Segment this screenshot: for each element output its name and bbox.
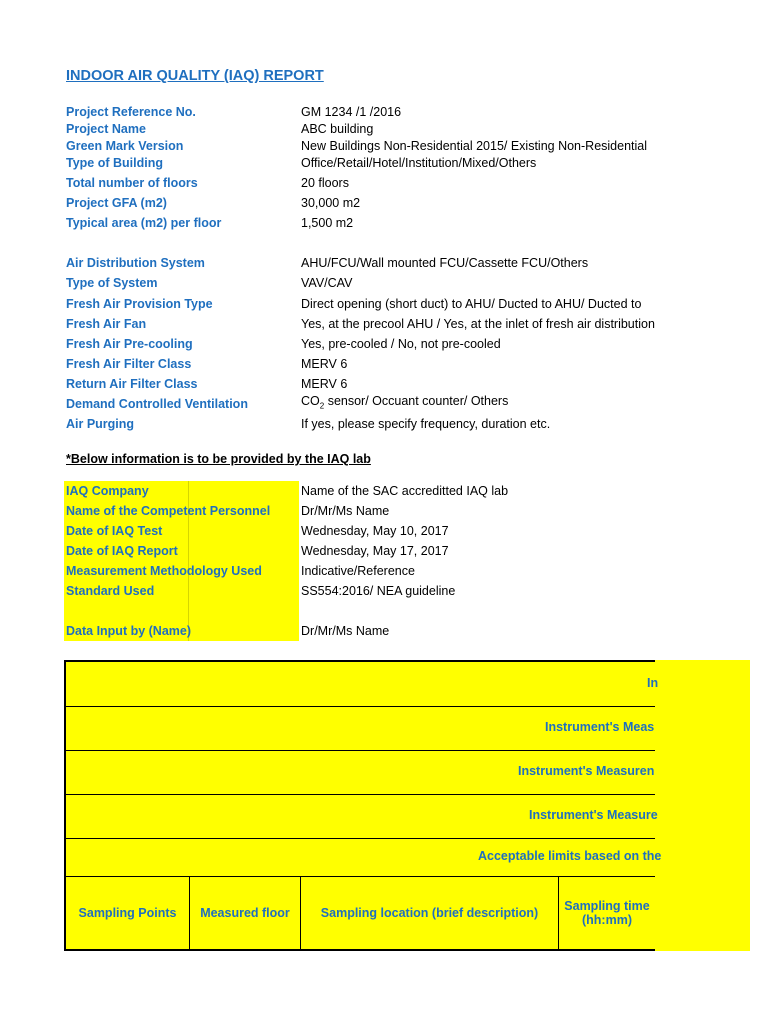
- building-type-label: Type of Building: [66, 156, 163, 170]
- methodology-value: Indicative/Reference: [301, 564, 415, 578]
- fresh-air-precooling-label: Fresh Air Pre-cooling: [66, 337, 193, 351]
- standard-label: Standard Used: [66, 584, 155, 598]
- return-air-filter-value: MERV 6: [301, 377, 348, 391]
- report-date-label: Date of IAQ Report: [66, 544, 178, 558]
- system-type-label: Type of System: [66, 276, 158, 290]
- fresh-air-provision-value: Direct opening (short duct) to AHU/ Ducted to AHU/ Ducted to: [301, 297, 642, 311]
- table-overflow-fill: [655, 660, 750, 951]
- lab-row-blank: [64, 601, 299, 621]
- data-input-value: Dr/Mr/Ms Name: [301, 624, 390, 638]
- table-row-instrument-measurement-1: [66, 706, 655, 751]
- table-row-acceptable-limits: [66, 838, 662, 877]
- project-name-label: Project Name: [66, 122, 146, 136]
- lab-row-methodology: [64, 561, 299, 581]
- table-row-instrument-measurement-2: [66, 750, 655, 795]
- air-distribution-value: AHU/FCU/Wall mounted FCU/Cassette FCU/Others: [301, 256, 589, 270]
- typical-area-label: Typical area (m2) per floor: [66, 216, 222, 230]
- measurement-table: [64, 660, 662, 951]
- fresh-air-filter-value: MERV 6: [301, 357, 348, 371]
- system-type-value: VAV/CAV: [301, 276, 353, 290]
- header-sampling-location: Sampling location (brief description): [301, 876, 559, 949]
- floors-label: Total number of floors: [66, 176, 198, 190]
- data-input-label: Data Input by (Name): [66, 624, 192, 638]
- test-date-label: Date of IAQ Test: [66, 524, 163, 538]
- co2-prefix: CO: [301, 394, 320, 408]
- dcv-label: Demand Controlled Ventilation: [66, 397, 248, 411]
- methodology-label: Measurement Methodology Used: [66, 564, 262, 578]
- gfa-value: 30,000 m2: [301, 196, 361, 210]
- header-measured-floor: Measured floor: [190, 876, 301, 949]
- acceptable-limits-text: Acceptable limits based on the: [478, 849, 662, 863]
- lab-note: *Below information is to be provided by the IAQ lab: [66, 452, 371, 466]
- return-air-filter-label: Return Air Filter Class: [66, 377, 198, 391]
- lab-row-data-input: [64, 621, 299, 641]
- header-sampling-time: Sampling time (hh:mm): [564, 898, 650, 927]
- dcv-value: [301, 394, 655, 411]
- iaq-company-label: IAQ Company: [66, 484, 149, 498]
- project-reference-label: Project Reference No.: [66, 105, 196, 119]
- project-reference-value: GM 1234 /1 /2016: [301, 105, 402, 119]
- fresh-air-fan-value: Yes, at the precool AHU / Yes, at the inlet of fresh air distribution: [301, 317, 655, 331]
- lab-row-competent-personnel: [64, 501, 299, 521]
- standard-value: SS554:2016/ NEA guideline: [301, 584, 456, 598]
- fresh-air-precooling-value: Yes, pre-cooled / No, not pre-cooled: [301, 337, 501, 351]
- air-purging-label: Air Purging: [66, 417, 135, 431]
- instrument-measurement-2-text: Instrument's Measuren: [518, 764, 655, 778]
- fresh-air-fan-label: Fresh Air Fan: [66, 317, 147, 331]
- co2-subscript: 2: [319, 401, 325, 411]
- fresh-air-filter-label: Fresh Air Filter Class: [66, 357, 192, 371]
- report-title: INDOOR AIR QUALITY (IAQ) REPORT: [66, 68, 324, 84]
- typical-area-value: 1,500 m2: [301, 216, 354, 230]
- instrument-measurement-1-text: Instrument's Meas: [545, 720, 655, 734]
- fresh-air-provision-label: Fresh Air Provision Type: [66, 297, 213, 311]
- floors-value: 20 floors: [301, 176, 349, 190]
- lab-row-test-date: [64, 521, 299, 541]
- air-purging-value: If yes, please specify frequency, duration etc.: [301, 417, 551, 431]
- gfa-label: Project GFA (m2): [66, 196, 167, 210]
- lab-row-report-date: [64, 541, 299, 561]
- iaq-company-value: Name of the SAC accreditted IAQ lab: [301, 484, 509, 498]
- dcv-value-text: sensor/ Occuant counter/ Others: [327, 394, 509, 408]
- lab-row-iaq-company: [64, 481, 299, 501]
- instrument-measurement-3-text: Instrument's Measure: [529, 808, 658, 822]
- test-date-value: Wednesday, May 10, 2017: [301, 524, 449, 538]
- air-distribution-label: Air Distribution System: [66, 256, 205, 270]
- project-name-value: ABC building: [301, 122, 374, 136]
- instrument-row-text: In: [647, 676, 659, 690]
- table-row-instrument: [66, 662, 659, 707]
- competent-personnel-value: Dr/Mr/Ms Name: [301, 504, 390, 518]
- lab-row-standard: [64, 581, 299, 601]
- green-mark-version-label: Green Mark Version: [66, 139, 184, 153]
- building-type-value: Office/Retail/Hotel/Institution/Mixed/Others: [301, 156, 537, 170]
- table-header-row: [66, 876, 655, 949]
- header-sampling-points: Sampling Points: [66, 876, 190, 949]
- report-date-value: Wednesday, May 17, 2017: [301, 544, 449, 558]
- table-row-instrument-measurement-3: [66, 794, 658, 839]
- green-mark-version-value: New Buildings Non-Residential 2015/ Existing Non-Residential: [301, 139, 648, 153]
- competent-personnel-label: Name of the Competent Personnel: [66, 504, 271, 518]
